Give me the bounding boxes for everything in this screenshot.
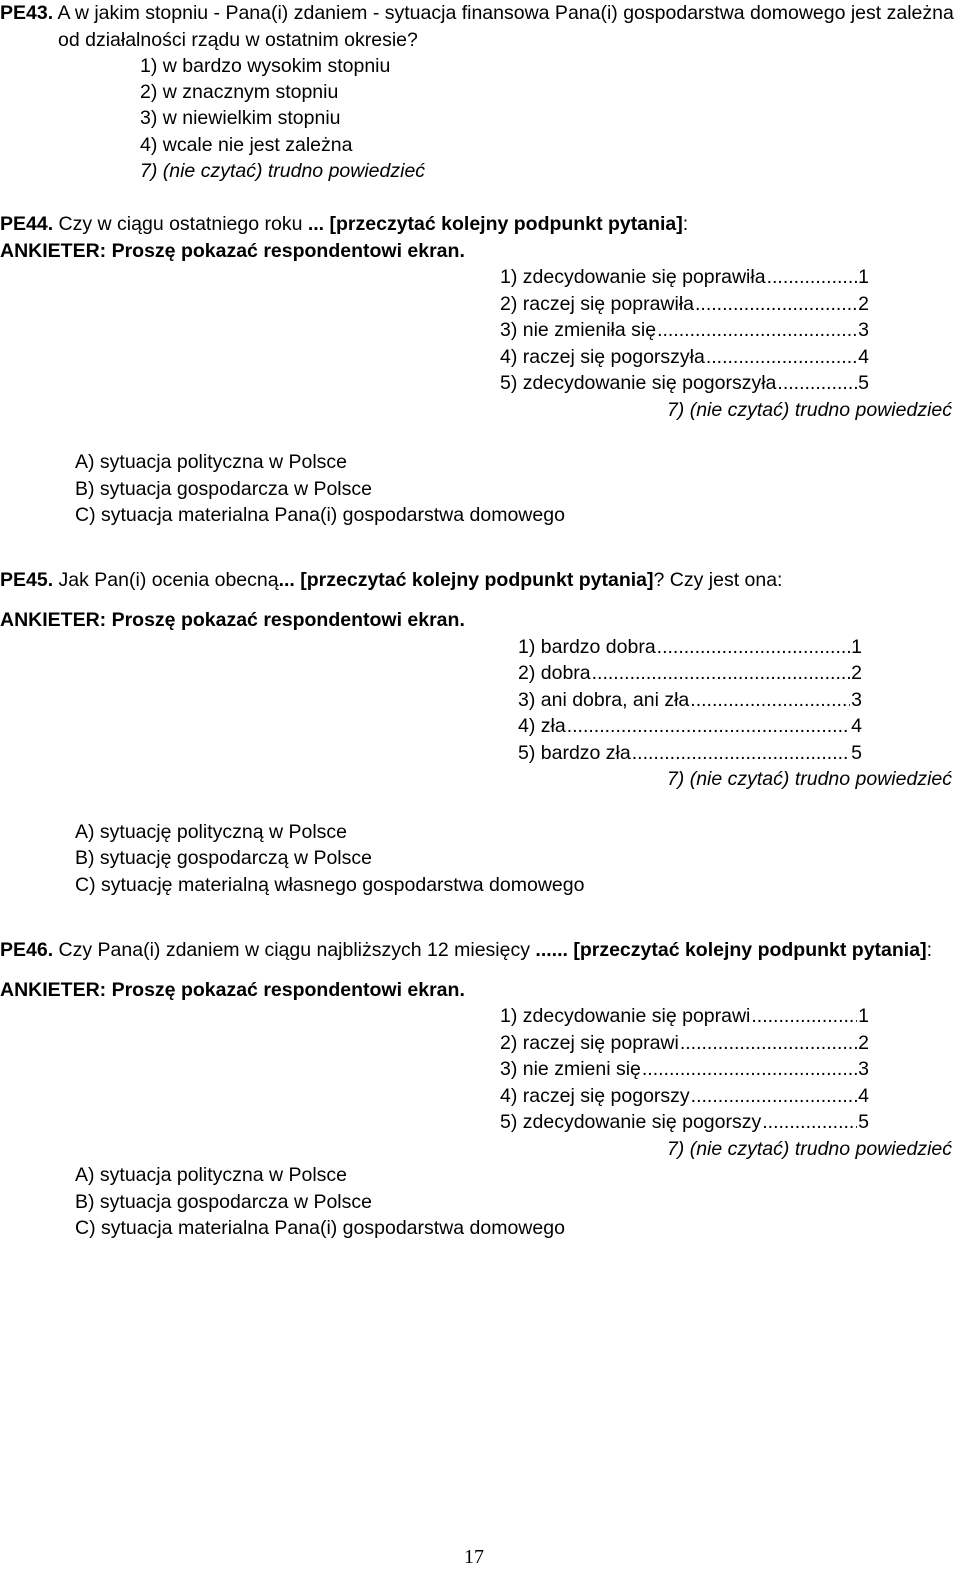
- pe44-option-dont-know: 7) (nie czytać) trudno powiedzieć: [666, 399, 952, 421]
- leader-dots: [751, 1007, 857, 1027]
- pe43-option-4: 4) wcale nie jest zależna: [140, 134, 353, 156]
- pe44-option-label: 3) nie zmieniła się: [500, 319, 657, 341]
- pe46-question: [0, 941, 932, 961]
- pe46-option-label: 3) nie zmieni się: [500, 1058, 641, 1080]
- pe46-option-code: 1: [858, 1005, 869, 1027]
- pe44-option-code: 4: [858, 346, 869, 368]
- pe46-option-code: 2: [858, 1032, 869, 1054]
- pe45-option-2: [518, 664, 862, 684]
- leader-dots: [592, 664, 851, 684]
- pe45-option-3: [518, 691, 862, 711]
- pe45-instruction: ... [przeczytać kolejny podpunkt pytania]: [278, 569, 654, 591]
- pe45-subitem-b: B) sytuację gospodarczą w Polsce: [75, 847, 372, 869]
- pe44-subitem-b: B) sytuacja gospodarcza w Polsce: [75, 478, 372, 500]
- pe44-question-text: Czy w ciągu ostatniego roku: [53, 213, 308, 235]
- pe44-subitem-a: A) sytuacja polityczna w Polsce: [75, 451, 348, 473]
- leader-dots: [690, 691, 850, 711]
- pe46-option-label: 4) raczej się pogorszy: [500, 1085, 690, 1107]
- pe46-option-5: [500, 1113, 869, 1133]
- pe46-option-label: 1) zdecydowanie się poprawi: [500, 1005, 751, 1027]
- pe45-subitem-a: A) sytuację polityczną w Polsce: [75, 821, 348, 843]
- pe46-option-code: 5: [858, 1111, 869, 1133]
- pe45-option-code: 2: [851, 662, 862, 684]
- pe44-option-code: 3: [858, 319, 869, 341]
- pe44-suffix: :: [682, 213, 689, 235]
- pe46-interviewer-note: ANKIETER: Proszę pokazać respondentowi ekran.: [0, 979, 465, 1001]
- leader-dots: [777, 374, 857, 394]
- leader-dots: [632, 744, 850, 764]
- pe44-subitem-c: C) sytuacja materialna Pana(i) gospodarstwa domowego: [75, 504, 565, 526]
- pe44-option-5: [500, 374, 869, 394]
- pe43-question-line2: od działalności rządu w ostatnim okresie?: [58, 29, 418, 51]
- pe45-interviewer-note: ANKIETER: Proszę pokazać respondentowi ekran.: [0, 609, 465, 631]
- pe44-option-2: [500, 295, 869, 315]
- pe44-option-3: [500, 321, 869, 341]
- leader-dots: [567, 717, 850, 737]
- pe46-option-2: [500, 1034, 869, 1054]
- pe45-option-5: [518, 744, 862, 764]
- leader-dots: [767, 268, 858, 288]
- pe46-option-label: 5) zdecydowanie się pogorszy: [500, 1111, 762, 1133]
- pe46-instruction: ...... [przeczytać kolejny podpunkt pytania]: [535, 939, 927, 961]
- pe46-subitem-b: B) sytuacja gospodarcza w Polsce: [75, 1191, 372, 1213]
- pe45-option-4: [518, 717, 862, 737]
- pe45-option-code: 4: [851, 715, 862, 737]
- leader-dots: [695, 295, 857, 315]
- pe45-question: [0, 571, 782, 591]
- leader-dots: [642, 1060, 857, 1080]
- pe46-subitem-a: A) sytuacja polityczna w Polsce: [75, 1164, 348, 1186]
- leader-dots: [680, 1034, 857, 1054]
- pe44-option-4: [500, 348, 869, 368]
- pe46-subitem-c: C) sytuacja materialna Pana(i) gospodarstwa domowego: [75, 1217, 565, 1239]
- pe46-option-1: [500, 1007, 869, 1027]
- pe45-option-code: 1: [851, 636, 862, 658]
- pe44-question: [0, 215, 688, 235]
- pe45-option-label: 2) dobra: [518, 662, 591, 684]
- pe46-option-label: 2) raczej się poprawi: [500, 1032, 679, 1054]
- pe44-option-label: 1) zdecydowanie się poprawiła: [500, 266, 766, 288]
- pe44-option-label: 2) raczej się poprawiła: [500, 293, 695, 315]
- pe46-suffix: :: [926, 939, 932, 961]
- pe44-option-1: [500, 268, 869, 288]
- pe43-option-2: 2) w znacznym stopniu: [140, 81, 339, 103]
- pe45-option-label: 5) bardzo zła: [518, 742, 631, 764]
- pe46-option-code: 4: [858, 1085, 869, 1107]
- pe45-option-label: 4) zła: [518, 715, 566, 737]
- pe43-option-1: 1) w bardzo wysokim stopniu: [140, 55, 391, 77]
- pe45-option-1: [518, 638, 862, 658]
- pe45-option-code: 3: [851, 689, 862, 711]
- pe44-option-label: 4) raczej się pogorszyła: [500, 346, 705, 368]
- pe43-option-dont-know: 7) (nie czytać) trudno powiedzieć: [140, 160, 426, 182]
- leader-dots: [691, 1087, 857, 1107]
- pe45-question-text: Jak Pan(i) ocenia obecną: [53, 569, 279, 591]
- pe44-option-code: 2: [858, 293, 869, 315]
- leader-dots: [657, 638, 850, 658]
- pe43-question: [0, 4, 954, 24]
- pe44-option-label: 5) zdecydowanie się pogorszyła: [500, 372, 777, 394]
- pe46-option-4: [500, 1087, 869, 1107]
- pe44-option-code: 5: [858, 372, 869, 394]
- pe46-option-3: [500, 1060, 869, 1080]
- pe45-suffix: ? Czy jest ona:: [653, 569, 783, 591]
- pe45-option-code: 5: [851, 742, 862, 764]
- page-number: 17: [464, 1546, 484, 1568]
- pe45-subitem-c: C) sytuację materialną własnego gospodarstwa domowego: [75, 874, 585, 896]
- pe45-option-label: 1) bardzo dobra: [518, 636, 656, 658]
- pe46-id: PE46.: [0, 939, 54, 961]
- pe46-option-dont-know: 7) (nie czytać) trudno powiedzieć: [666, 1138, 952, 1160]
- pe45-option-label: 3) ani dobra, ani zła: [518, 689, 690, 711]
- pe46-question-text: Czy Pana(i) zdaniem w ciągu najbliższych 12 miesięcy: [53, 939, 536, 961]
- pe44-interviewer-note: ANKIETER: Proszę pokazać respondentowi ekran.: [0, 240, 465, 262]
- leader-dots: [762, 1113, 857, 1133]
- leader-dots: [657, 321, 857, 341]
- pe43-question-text: A w jakim stopniu - Pana(i) zdaniem - sytuacja finansowa Pana(i) gospodarstwa domowego jest zależna: [53, 2, 954, 24]
- pe45-option-dont-know: 7) (nie czytać) trudno powiedzieć: [666, 768, 952, 790]
- pe46-option-code: 3: [858, 1058, 869, 1080]
- pe44-id: PE44.: [0, 213, 54, 235]
- pe45-id: PE45.: [0, 569, 54, 591]
- pe43-option-3: 3) w niewielkim stopniu: [140, 107, 341, 129]
- leader-dots: [706, 348, 857, 368]
- pe44-instruction: ... [przeczytać kolejny podpunkt pytania]: [307, 213, 683, 235]
- pe44-option-code: 1: [858, 266, 869, 288]
- pe43-id: PE43.: [0, 2, 54, 24]
